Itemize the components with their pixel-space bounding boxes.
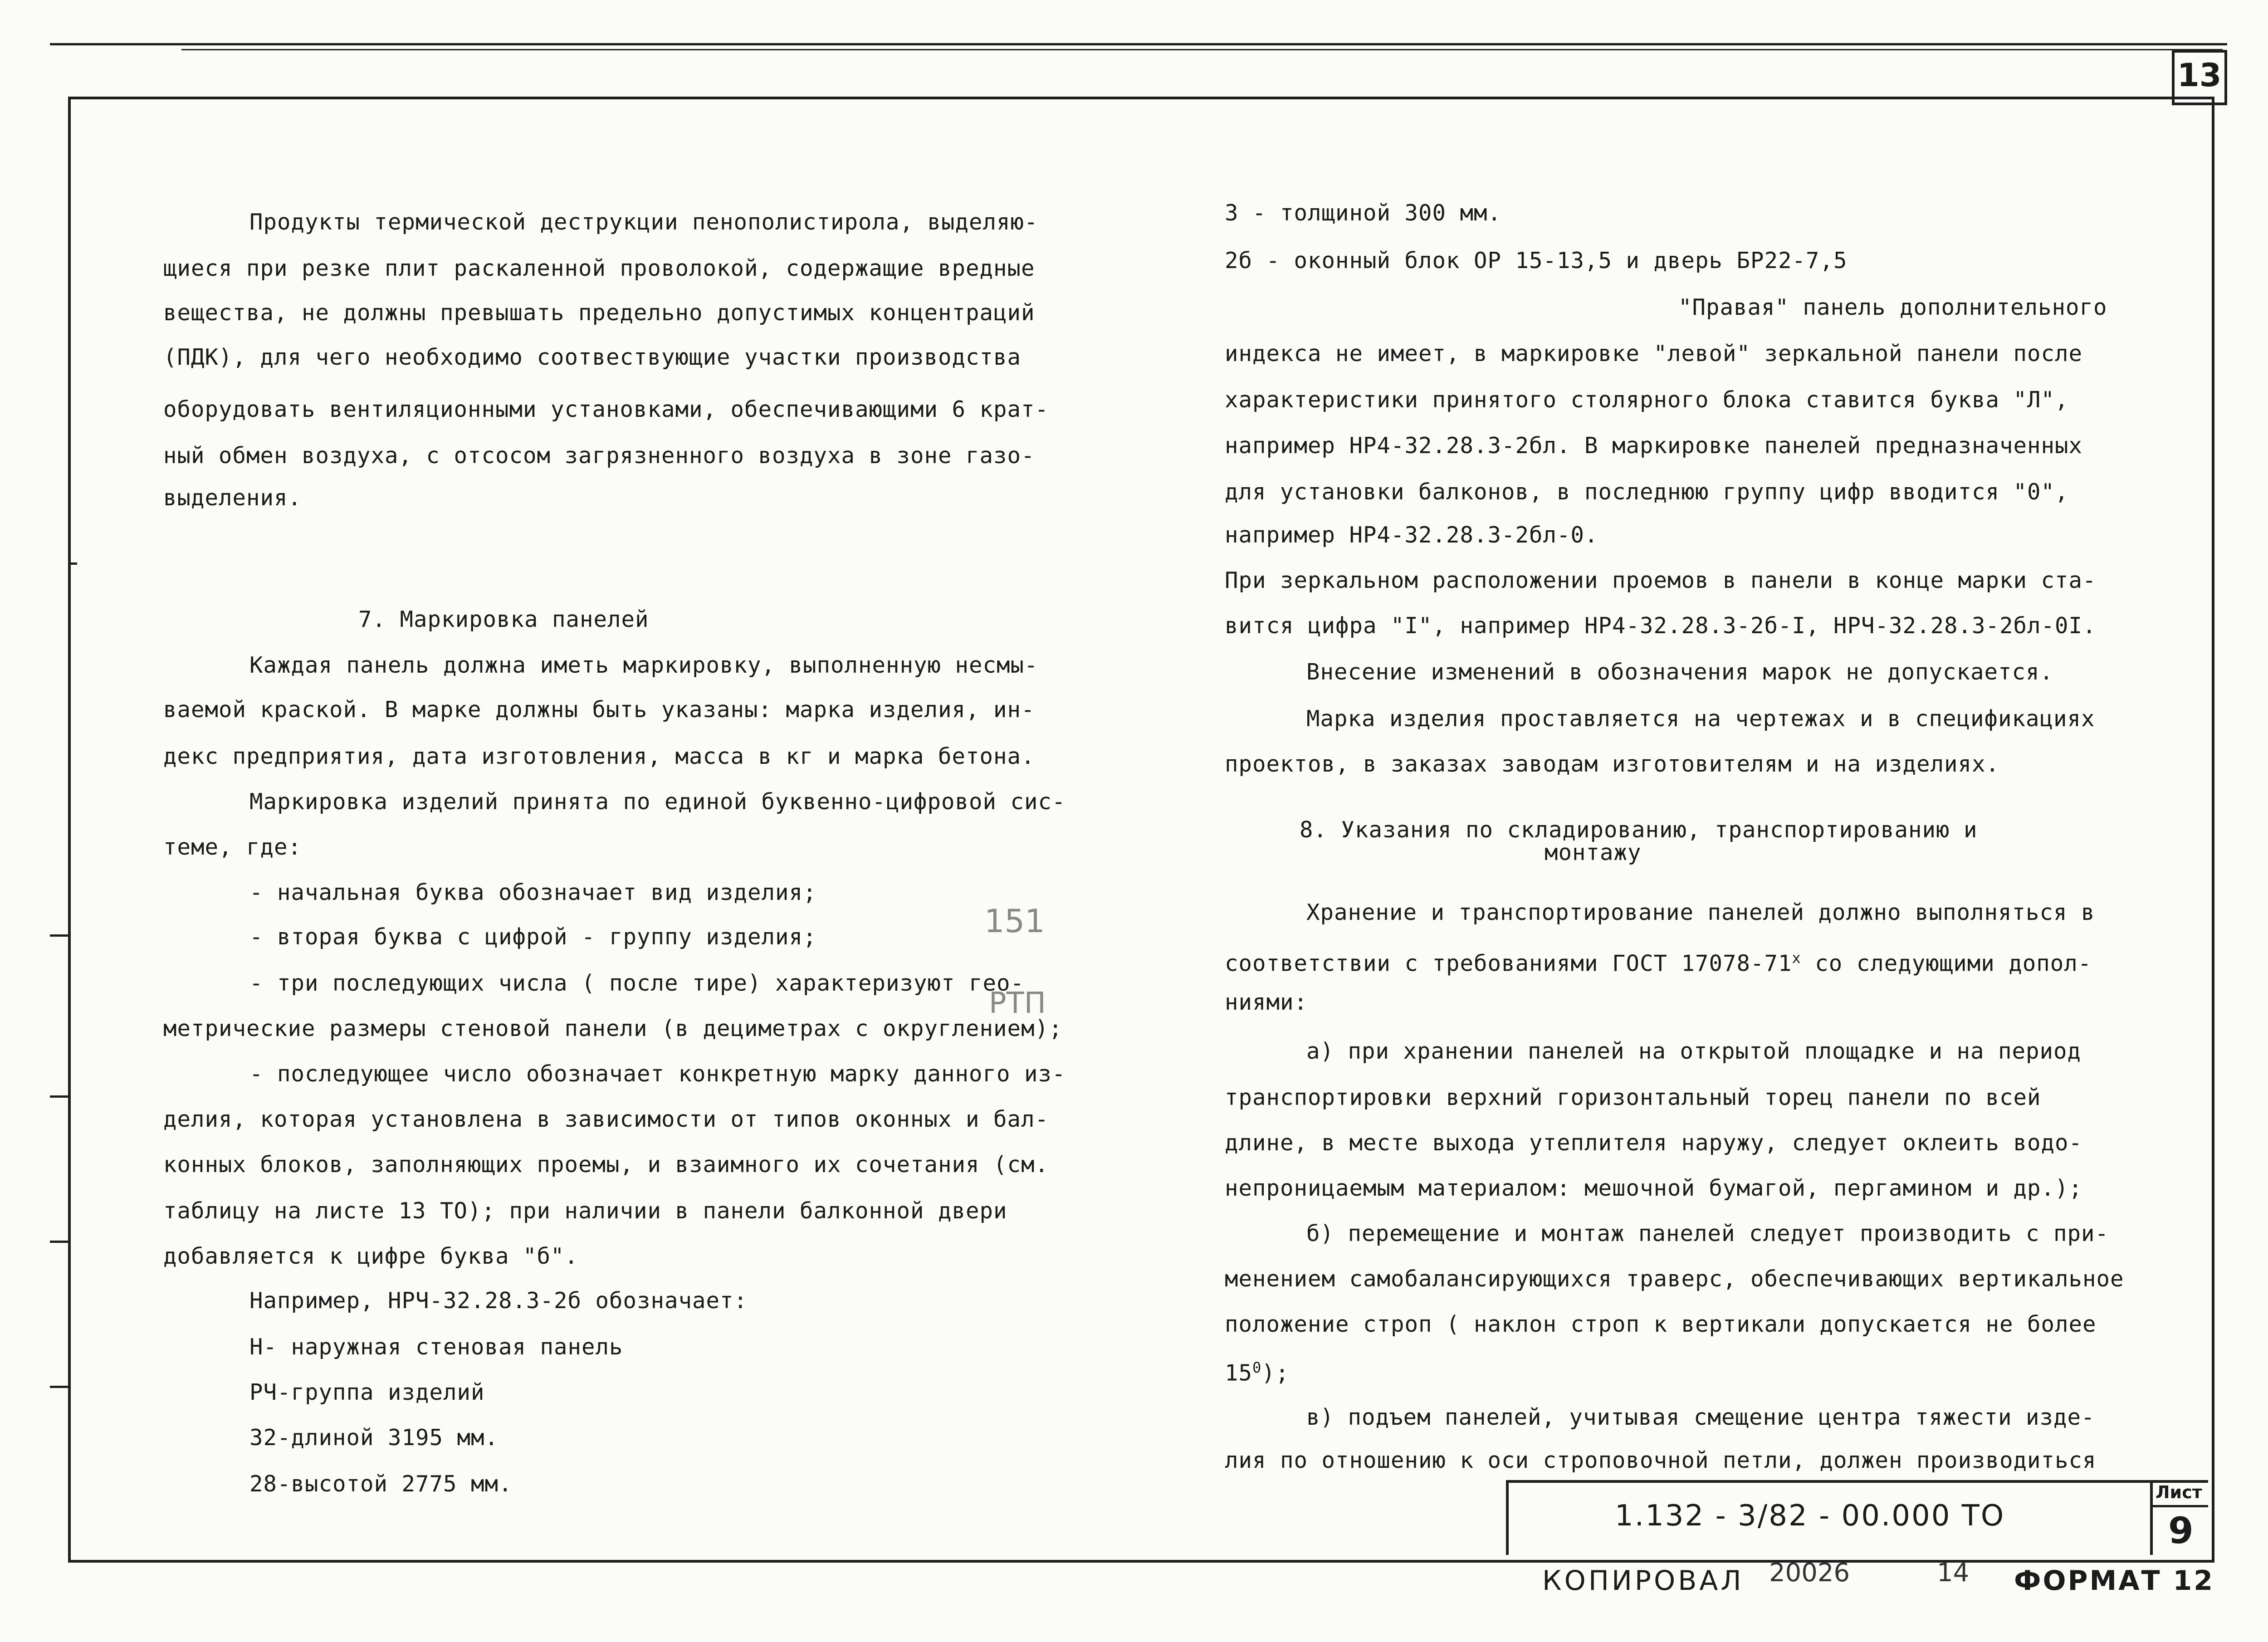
paragraph-line: метрические размеры стеновой панели (в дециметрах с округлением); — [163, 1016, 1063, 1041]
paragraph-line: "Правая" панель дополнительного — [1678, 294, 2107, 320]
section-8-heading-cont: монтажу — [1545, 840, 1642, 865]
paragraph-line: Продукты термической деструкции пенополистирола, выделяю- — [249, 209, 1038, 235]
paragraph-line: Марка изделия проставляется на чертежах и в спецификациях — [1306, 706, 2095, 732]
paragraph-line: 32-длиной 3195 мм. — [249, 1425, 499, 1451]
copy-number: 20026 — [1769, 1558, 1850, 1588]
margin-tick — [50, 1386, 68, 1388]
paragraph-line: выделения. — [163, 485, 302, 511]
paragraph-line: 2б - оконный блок ОР 15-13,5 и дверь БР22-7,5 — [1225, 248, 1848, 274]
paragraph-line: Например, НРЧ-32.28.3-2б обозначает: — [249, 1288, 748, 1314]
paragraph-line: конных блоков, заполняющих проемы, и взаимного их сочетания (см. — [163, 1152, 1049, 1178]
paragraph-line: менением самобалансирующихся траверс, обеспечивающих вертикальное — [1225, 1266, 2124, 1292]
top-rule-thin — [181, 49, 2223, 50]
paragraph-line: (ПДК), для чего необходимо соотвествующие участки производства — [163, 344, 1022, 370]
gost-sup: x — [1792, 949, 1801, 967]
copied-label: КОПИРОВАЛ — [1542, 1565, 1744, 1597]
paragraph-line: декс предприятия, дата изготовления, масса в кг и марка бетона. — [163, 743, 1035, 769]
list-item: - три последующих числа ( после тире) характеризуют гео- — [249, 970, 1025, 996]
paragraph-line: Каждая панель должна иметь маркировку, выполненную несмы- — [249, 652, 1038, 678]
paragraph-line: длине, в месте выхода утеплителя наружу, следует оклеить водо- — [1225, 1130, 2083, 1156]
paragraph-line: непроницаемым материалом: мешочной бумагой, пергамином и др.); — [1225, 1175, 2083, 1201]
margin-tick — [68, 562, 77, 565]
paragraph-line: ваемой краской. В марке должны быть указаны: марка изделия, ин- — [163, 697, 1035, 723]
format-label: ФОРМАТ 12 — [2014, 1565, 2214, 1597]
list-item: б) перемещение и монтаж панелей следует производить с при- — [1306, 1221, 2109, 1246]
paragraph-line — [1225, 1354, 1289, 1387]
list-item: - вторая буква с цифрой - группу изделия; — [249, 924, 817, 950]
paragraph-line: индекса не имеет, в маркировке "левой" зеркальной панели после — [1225, 341, 2083, 367]
margin-tick — [50, 934, 68, 937]
paragraph-line: таблицу на листе 13 ТО); при наличии в панели балконной двери — [163, 1198, 1007, 1224]
margin-tick — [50, 1095, 68, 1098]
sheet-cell-divider — [2150, 1505, 2208, 1507]
degree-text: 15 — [1225, 1360, 1253, 1386]
paragraph-line — [1225, 944, 2092, 977]
degree-sup: 0 — [1252, 1359, 1262, 1376]
paragraph-line: теме, где: — [163, 834, 302, 860]
paragraph-line: оборудовать вентиляционными установками, обеспечивающими 6 крат- — [163, 396, 1049, 422]
sheet-number: 9 — [2168, 1510, 2194, 1552]
document-designation: 1.132 - 3/82 - 00.000 ТО — [1615, 1499, 2005, 1533]
paragraph-line: вещества, не должны превышать предельно допустимых концентраций — [163, 300, 1035, 326]
paragraph-line: для установки балконов, в последнюю группу цифр вводится "0", — [1225, 479, 2069, 505]
section-8-heading: 8. Указания по складированию, транспортированию и — [1300, 817, 1978, 843]
paragraph-line: проектов, в заказах заводам изготовителям и на изделиях. — [1225, 751, 2000, 777]
list-item: - начальная буква обозначает вид изделия; — [249, 880, 817, 905]
paragraph-line: РЧ-группа изделий — [249, 1379, 485, 1405]
paragraph-line: делия, которая установлена в зависимости от типов оконных и бал- — [163, 1106, 1049, 1132]
paragraph-line: 28-высотой 2775 мм. — [249, 1471, 513, 1497]
list-item: в) подъем панелей, учитывая смещение центра тяжести изде- — [1306, 1404, 2095, 1430]
corner-page-number: 13 — [2177, 57, 2222, 94]
paragraph-line: лия по отношению к оси строповочной петли, должен производиться — [1225, 1447, 2097, 1473]
list-item: - последующее число обозначает конкретную марку данного из- — [249, 1061, 1066, 1087]
degree-tail: ); — [1261, 1360, 1290, 1386]
margin-tick — [50, 1241, 68, 1243]
section-7-heading: 7. Маркировка панелей — [358, 606, 649, 632]
paragraph-line: характеристики принятого столярного блока ставится буква "Л", — [1225, 387, 2069, 413]
paragraph-line: Внесение изменений в обозначения марок не допускается. — [1306, 659, 2054, 685]
paragraph-line: Н- наружная стеновая панель — [249, 1334, 623, 1360]
gost-tail: со следующими допол- — [1801, 950, 2092, 977]
gost-text: соответствии с требованиями ГОСТ 17078-71 — [1225, 950, 1792, 977]
paragraph-line: добавляется к цифре буква "б". — [163, 1243, 579, 1269]
sheet-label: Лист — [2156, 1482, 2202, 1502]
paragraph-line: 3 - толщиной 300 мм. — [1225, 200, 1502, 226]
copy-count: 14 — [1937, 1558, 1970, 1588]
paragraph-line: При зеркальном расположении проемов в панели в конце марки ста- — [1225, 567, 2097, 593]
paragraph-line: транспортировки верхний горизонтальный торец панели по всей — [1225, 1085, 2041, 1110]
paragraph-line: положение строп ( наклон строп к вертикали допускается не более — [1225, 1311, 2097, 1337]
list-item: а) при хранении панелей на открытой площадке и на период — [1306, 1038, 2082, 1064]
paragraph-line: ный обмен воздуха, с отсосом загрязненного воздуха в зоне газо- — [163, 443, 1035, 469]
paragraph-line: ниями: — [1225, 989, 1308, 1015]
paragraph-line: например НР4-32.28.3-2бл. В маркировке панелей предназначенных — [1225, 433, 2083, 459]
margin-mark: РТП — [989, 987, 1046, 1020]
paragraph-line: щиеся при резке плит раскаленной проволокой, содержащие вредные — [163, 255, 1035, 281]
paragraph-line: Маркировка изделий принята по единой буквенно-цифровой сис- — [249, 789, 1066, 815]
top-rule — [50, 43, 2227, 45]
margin-mark: 151 — [984, 903, 1045, 940]
paragraph-line: вится цифра "I", например НР4-32.28.3-2б-I, НРЧ-32.28.3-2бл-0I. — [1225, 613, 2097, 639]
paragraph-line: например НР4-32.28.3-2бл-0. — [1225, 522, 1598, 548]
paragraph-line: Хранение и транспортирование панелей должно выполняться в — [1306, 899, 2095, 925]
